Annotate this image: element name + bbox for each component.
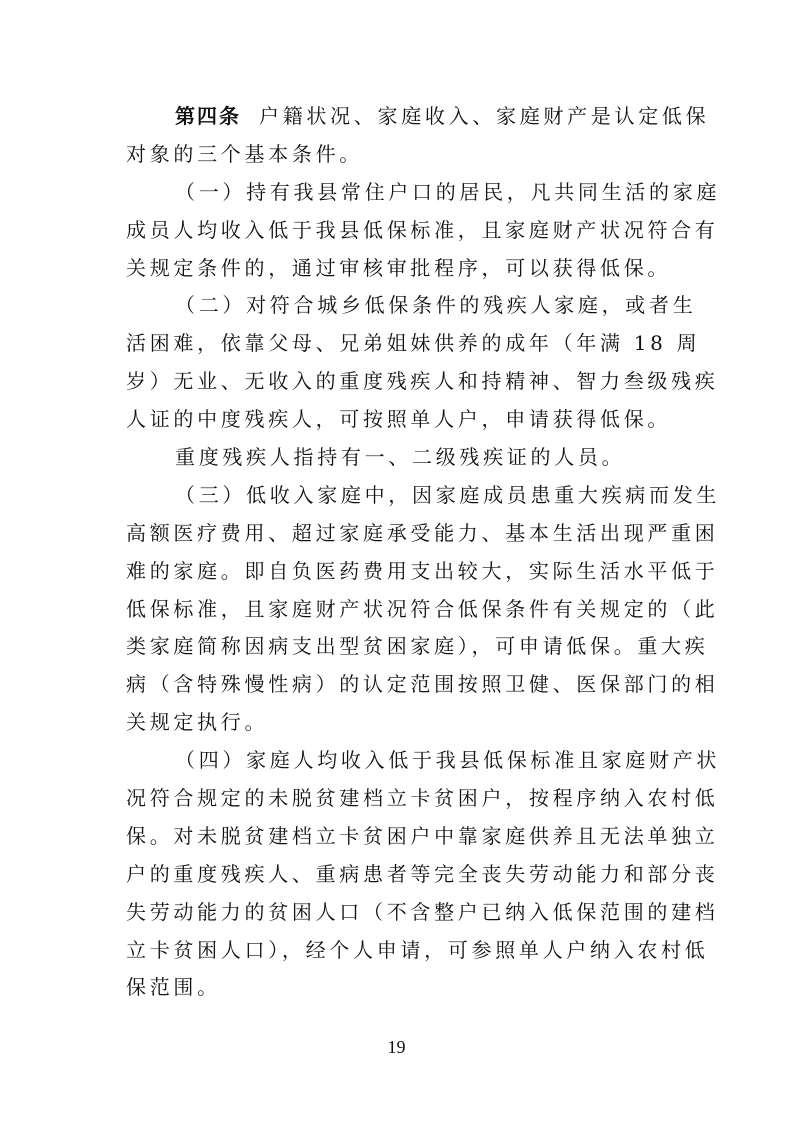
body-line: 关规定条件的，通过审核审批程序，可以获得低保。 xyxy=(126,255,672,280)
article-heading-line xyxy=(175,98,710,136)
article-body xyxy=(126,98,721,1007)
body-line: 关规定执行。 xyxy=(126,710,269,735)
body-line: 人证的中度残疾人，可按照单人户，申请获得低保。 xyxy=(126,407,672,432)
clause-3-line: （三）低收入家庭中，因家庭成员患重大疾病而发生 xyxy=(175,482,721,507)
body-line: 对象的三个基本条件。 xyxy=(126,141,363,166)
note-line: 重度残疾人指持有一、二级残疾证的人员。 xyxy=(175,445,626,470)
body-line: 户籍状况、家庭收入、家庭财产是认定低保 xyxy=(259,104,710,128)
article-title: 第四条 xyxy=(175,104,241,128)
body-line: 病（含特殊慢性病）的认定范围按照卫健、医保部门的相 xyxy=(126,672,719,697)
body-line: 岁）无业、无收入的重度残疾人和持精神、智力叁级残疾 xyxy=(126,369,719,394)
clause-4-line: （四）家庭人均收入低于我县低保标准且家庭财产状 xyxy=(175,748,721,773)
body-line: 难的家庭。即自负医药费用支出较大，实际生活水平低于 xyxy=(126,558,719,583)
clause-2-line: （二）对符合城乡低保条件的残疾人家庭，或者生 xyxy=(175,293,697,318)
body-line: 类家庭简称因病支出型贫困家庭），可申请低保。重大疾 xyxy=(126,634,709,659)
clause-1-line: （一）持有我县常住户口的居民，凡共同生活的家庭 xyxy=(175,179,721,204)
body-line: 立卡贫困人口），经个人申请，可参照单人户纳入农村低 xyxy=(126,937,709,962)
body-line: 失劳动能力的贫困人口（不含整户已纳入低保范围的建档 xyxy=(126,899,719,924)
body-line: 况符合规定的未脱贫建档立卡贫困户，按程序纳入农村低 xyxy=(126,786,719,811)
body-line: 低保标准，且家庭财产状况符合低保条件有关规定的（此 xyxy=(126,596,719,621)
body-line: 高额医疗费用、超过家庭承受能力、基本生活出现严重困 xyxy=(126,520,719,545)
body-line: 保范围。 xyxy=(126,975,221,1000)
page-number: 19 xyxy=(387,1037,406,1057)
body-line: 保。对未脱贫建档立卡贫困户中靠家庭供养且无法单独立 xyxy=(126,823,719,848)
body-line: 成员人均收入低于我县低保标准，且家庭财产状况符合有 xyxy=(126,217,719,242)
body-line: 户的重度残疾人、重病患者等完全丧失劳动能力和部分丧 xyxy=(126,861,719,886)
body-line: 活困难，依靠父母、兄弟姐妹供养的成年（年满 18 周 xyxy=(126,331,701,356)
